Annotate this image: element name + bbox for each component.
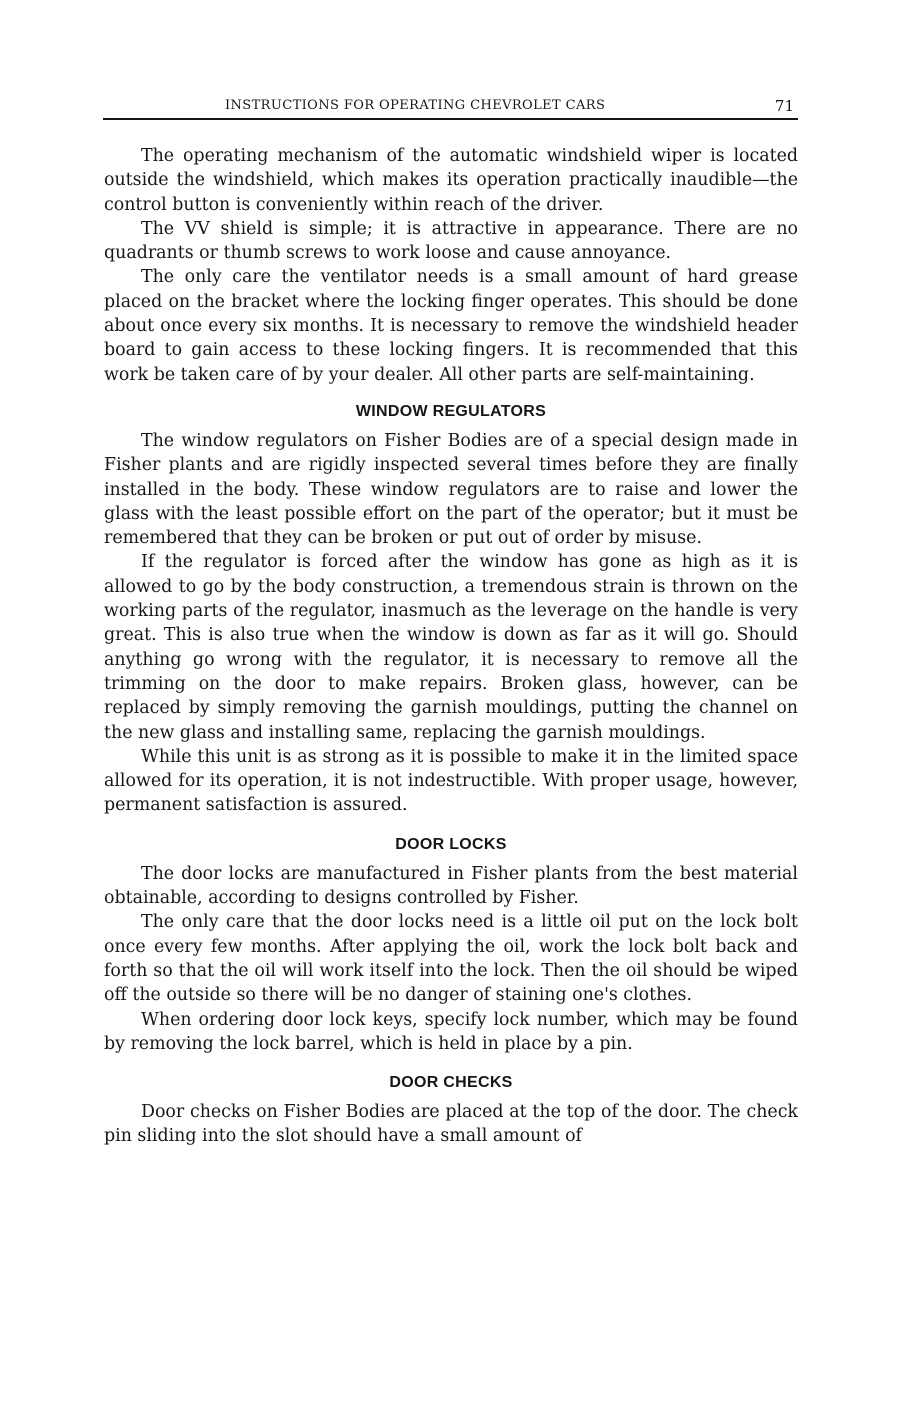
door-checks-paragraph-1: Door checks on Fisher Bodies are placed at the top of the door. The check pin sliding into the slot should have a small amount of	[104, 1102, 798, 1147]
section-heading-door-locks: DOOR LOCKS	[395, 835, 507, 853]
door-locks-paragraph-2: The only care that the door locks need is a little oil put on the lock bolt once every few months. After applying the oil, work the lock bolt back and forth so that the oil will work itself into the lock. Then the oil should be wiped off the outside so there will be no danger of staining one's clothes.	[104, 912, 798, 1006]
intro-paragraph-2: The VV shield is simple; it is attractive in appearance. There are no quadrants or thumb screws to work loose and cause annoyance.	[104, 218, 798, 264]
door-locks-paragraph-1: The door locks are manufactured in Fisher plants from the best material obtainable, according to designs controlled by Fisher.	[104, 863, 798, 909]
page-body	[104, 144, 798, 1149]
door-locks-paragraph-3: When ordering door lock keys, specify lock number, which may be found by removing the lock barrel, which is held in place by a pin.	[104, 1009, 798, 1054]
section-heading-door-checks: DOOR CHECKS	[389, 1074, 513, 1092]
window-regulators-paragraph-1: The window regulators on Fisher Bodies are of a special design made in Fisher plants and are rigidly inspected several times before they are finally installed in the body. These window regulators are to raise and lower the glass with the least possible effort on the part of the operator; but it must be remembered that they can be broken or put out of order by misuse.	[104, 430, 798, 549]
window-regulators-paragraph-3: While this unit is as strong as it is possible to make it in the limited space allowed for its operation, it is not indestructible. With proper usage, however, permanent satisfaction is assured.	[104, 746, 798, 816]
page-number: 71	[774, 97, 794, 115]
intro-paragraph-1: The operating mechanism of the automatic windshield wiper is located outside the windshield, which makes its operation practically inaudible—the control button is conveniently within reach of the driver.	[104, 146, 798, 215]
running-header	[103, 96, 798, 120]
running-header-title: INSTRUCTIONS FOR OPERATING CHEVROLET CARS	[225, 98, 606, 113]
section-heading-window-regulators: WINDOW REGULATORS	[355, 402, 547, 420]
window-regulators-paragraph-2: If the regulator is forced after the window has gone as high as it is allowed to go by the body construction, a tremendous strain is thrown on the working parts of the regulator, inasmuch as the leverage on the handle is very great. This is also true when the window is down as far as it will go. Should anything go wrong with the regulator, it is necessary to remove all the trimming on the door to make repairs. Broken glass, however, can be replaced by simply removing the garnish mouldings, putting the channel on the new glass and installing same, replacing the garnish mouldings.	[104, 552, 798, 743]
intro-paragraph-3: The only care the ventilator needs is a small amount of hard grease placed on the bracket where the locking finger operates. This should be done about once every six months. It is necessary to remove the windshield header board to gain access to these locking fingers. It is recommended that this work be taken care of by your dealer. All other parts are self-maintaining.	[104, 267, 798, 385]
